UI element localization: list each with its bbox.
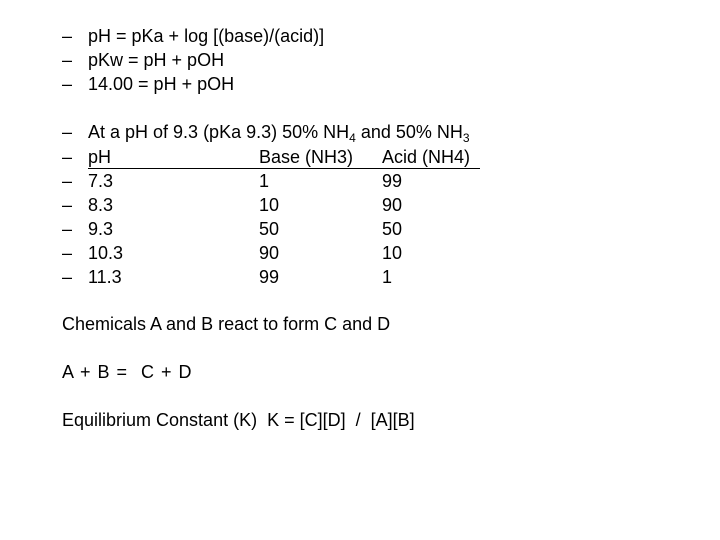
bullet-dash: –: [62, 267, 73, 287]
bullet-dash: –: [62, 147, 73, 167]
cell-ph: 11.3: [88, 267, 122, 287]
reaction-equation: A + B = C + D: [62, 362, 192, 382]
bullet-dash: –: [62, 122, 73, 142]
cell-base: 99: [259, 267, 280, 287]
statement-prefix: At a pH of 9.3 (pKa 9.3) 50% NH: [88, 122, 350, 142]
equilibrium-constant: Equilibrium Constant (K) K = [C][D] / [A][B]: [62, 410, 415, 430]
cell-acid: 10: [382, 243, 403, 263]
bullet-dash: –: [62, 26, 73, 46]
cell-ph: 8.3: [88, 195, 114, 215]
statement-middle: and 50% NH: [355, 122, 463, 142]
cell-acid: 99: [382, 171, 403, 191]
cell-acid: 50: [382, 219, 403, 239]
cell-ph: 9.3: [88, 219, 114, 239]
cell-acid: 1: [382, 267, 393, 287]
bullet-dash: –: [62, 50, 73, 70]
statement-subscript-3: 3: [462, 131, 470, 145]
header-underline: [88, 168, 480, 169]
reaction-intro: Chemicals A and B react to form C and D: [62, 314, 391, 334]
pkw-formula: pKw = pH + pOH: [88, 50, 225, 70]
bullet-dash: –: [62, 243, 73, 263]
header-ph: pH: [88, 147, 112, 167]
cell-ph: 10.3: [88, 243, 124, 263]
cell-acid: 90: [382, 195, 403, 215]
ph-poh-sum-formula: 14.00 = pH + pOH: [88, 74, 235, 94]
cell-base: 90: [259, 243, 280, 263]
cell-ph: 7.3: [88, 171, 114, 191]
bullet-dash: –: [62, 171, 73, 191]
bullet-dash: –: [62, 195, 73, 215]
cell-base: 1: [259, 171, 270, 191]
header-acid: Acid (NH4): [382, 147, 471, 167]
cell-base: 10: [259, 195, 280, 215]
statement-subscript-4: 4: [349, 131, 356, 145]
bullet-dash: –: [62, 74, 73, 94]
henderson-hasselbalch-formula: pH = pKa + log [(base)/(acid)]: [88, 26, 325, 46]
bullet-dash: –: [62, 219, 73, 239]
cell-base: 50: [259, 219, 280, 239]
header-base: Base (NH3): [259, 147, 354, 167]
statement-text: [88, 121, 470, 144]
